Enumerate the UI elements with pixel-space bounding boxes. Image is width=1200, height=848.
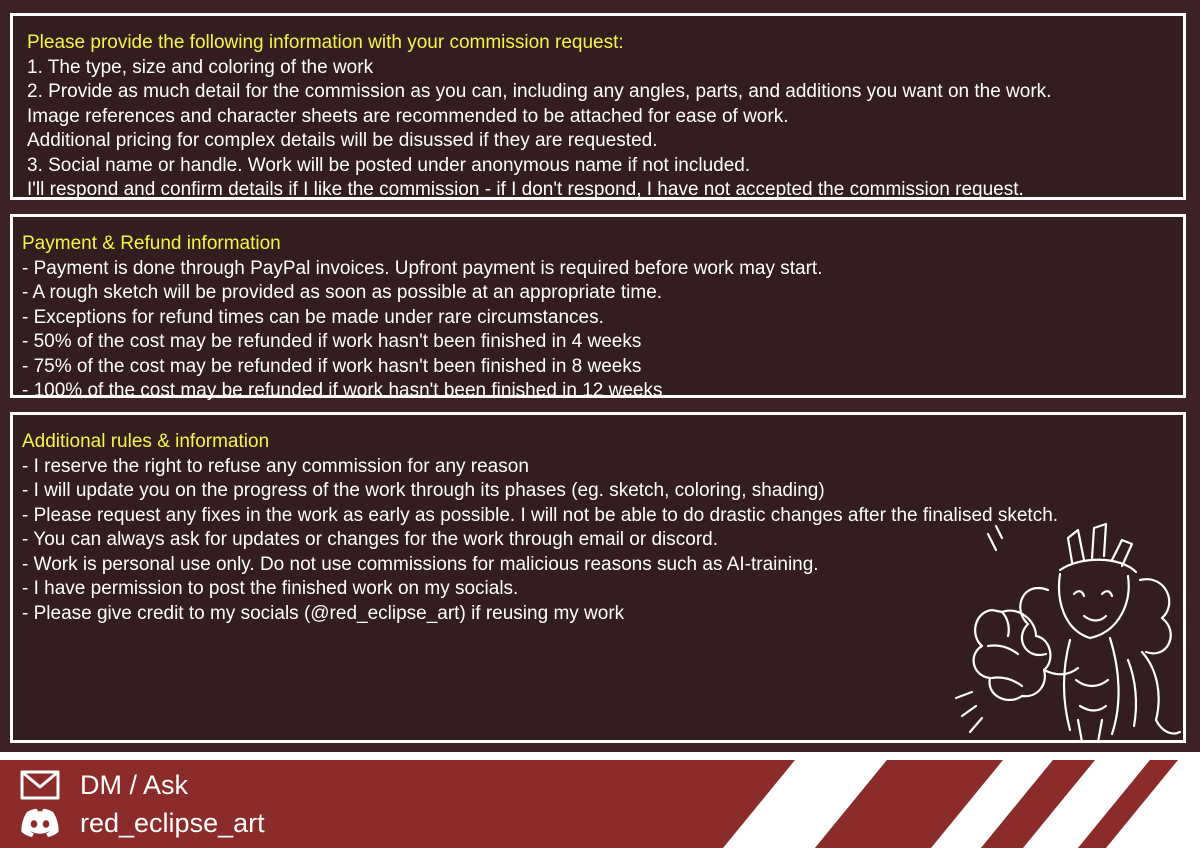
payment-refund-line: - 50% of the cost may be refunded if work hasn't been finished in 4 weeks [22, 331, 642, 352]
commission-request-line: Additional pricing for complex details will be disussed if they are requested. [27, 130, 658, 151]
payment-refund-line: - 75% of the cost may be refunded if work hasn't been finished in 8 weeks [22, 355, 642, 377]
payment-refund-line: - Exceptions for refund times can be made under rare circumstances. [22, 306, 604, 328]
additional-rules-line: - Please give credit to my socials (@red_eclipse_art) if reusing my work [22, 602, 625, 624]
commission-request-line: 3. Social name or handle. Work will be posted under anonymous name if not included. [27, 154, 751, 176]
footer-divider [0, 752, 1200, 760]
additional-rules-line: - Please request any fixes in the work as early as possible. I will not be able to do drastic changes after the finalised sketch. [22, 504, 1059, 526]
envelope-icon [20, 768, 60, 802]
commission-request-line: 2. Provide as much detail for the commission as you can, including any angles, parts, and additions you want on the work. [27, 81, 1052, 102]
payment-refund-line: - 100% of the cost may be refunded if work hasn't been finished in 12 weeks [22, 380, 663, 401]
additional-rules-line: - I will update you on the progress of the work through its phases (eg. sketch, coloring, shading) [22, 480, 825, 501]
commission-request-line: I'll respond and confirm details if I like the commission - if I don't respond, I have not accepted the commission request. [27, 179, 1024, 200]
commission-request-line: 1. The type, size and coloring of the work [27, 56, 374, 78]
additional-rules-line: - Work is personal use only. Do not use commissions for malicious reasons such as AI-training. [22, 553, 819, 575]
discord-icon [20, 806, 60, 840]
dm-label: DM / Ask [80, 769, 189, 800]
discord-handle: red_eclipse_art [80, 807, 265, 838]
payment-refund-panel [10, 214, 1186, 401]
dm-contact[interactable] [20, 768, 188, 802]
discord-contact[interactable] [20, 806, 265, 840]
commission-request-title: Please provide the following information with your commission request: [27, 32, 624, 53]
additional-rules-line: - You can always ask for updates or changes for the work through email or discord. [22, 529, 718, 550]
additional-rules-title: Additional rules & information [22, 431, 270, 452]
character-sketch [952, 520, 1192, 750]
additional-rules-line: - I have permission to post the finished work on my socials. [22, 578, 519, 599]
commission-request-panel [10, 13, 1186, 200]
additional-rules-line: - I reserve the right to refuse any commission for any reason [22, 455, 529, 477]
commission-request-line: Image references and character sheets are recommended to be attached for ease of work. [27, 105, 789, 127]
contact-footer [0, 760, 1200, 848]
payment-refund-line: - A rough sketch will be provided as soon as possible at an appropriate time. [22, 282, 663, 303]
payment-refund-line: - Payment is done through PayPal invoices. Upfront payment is required before work may start. [22, 257, 823, 279]
payment-refund-title: Payment & Refund information [22, 233, 281, 254]
